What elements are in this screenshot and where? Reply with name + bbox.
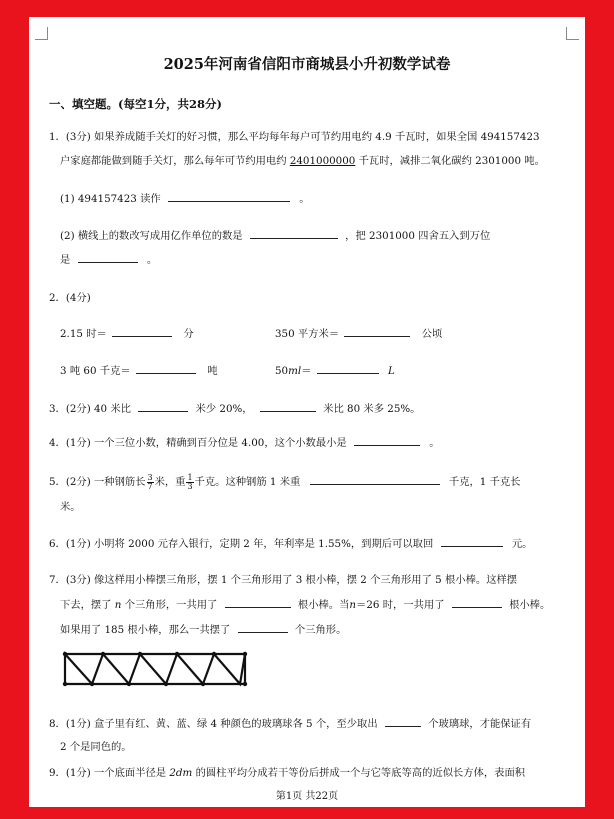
q1-text-a: 户家庭都能做到随手关灯，那么每年可节约用电约	[60, 155, 290, 167]
q2-b-text: 350 平方米＝	[275, 328, 340, 340]
q2-item-a	[60, 326, 194, 341]
fraction-numerator: 1	[187, 472, 193, 482]
fraction-denominator: 7	[147, 481, 153, 491]
q6-text-a: 6．(1分) 小明将 2000 元存入银行，定期 2 年，年利率是 1.55%，到期后可以取回	[49, 538, 434, 550]
q1-line2	[60, 154, 545, 168]
q2-d-number: 50	[275, 365, 289, 377]
page-footer: 第1页 共22页	[275, 791, 339, 802]
q3-text-c: 米比 80 米多 25%。	[323, 403, 421, 415]
answer-blank[interactable]	[385, 716, 421, 727]
answer-blank[interactable]	[138, 401, 188, 412]
q2-item-c	[60, 363, 218, 378]
q4-line	[49, 435, 440, 450]
q1-part2-text-a: (2) 横线上的数改写成用亿作单位的数是	[60, 230, 243, 242]
answer-blank[interactable]	[78, 252, 138, 263]
q8-line2: 2 个是同色的。	[60, 741, 132, 753]
var-n: n	[114, 599, 122, 611]
q1-part1-end: 。	[299, 193, 310, 205]
q4-text-b: 。	[429, 437, 440, 449]
q1-underlined-number: 2401000000	[289, 155, 356, 167]
q7-text: 如果用了 185 根小棒，那么一共摆了	[60, 624, 231, 636]
crop-mark-top-right	[566, 27, 579, 40]
q1-part2	[60, 228, 490, 243]
answer-blank[interactable]	[250, 228, 338, 239]
q7-text: 个三角形，一共用了	[124, 599, 218, 611]
q2-c-unit: 吨	[207, 365, 218, 377]
answer-blank[interactable]	[344, 326, 410, 337]
q5-text-a: 5．(2分) 一种钢筋长	[49, 476, 146, 488]
q9-line1	[49, 766, 525, 780]
q1-text-b: 千瓦时，减排二氧化碳约 2301000 吨。	[355, 155, 545, 167]
q7-text: 个三角形。	[294, 624, 347, 636]
triangle-sticks-figure	[62, 651, 248, 687]
q6-text-b: 元。	[511, 538, 533, 550]
q5-text-b: 米，重	[154, 476, 186, 488]
q1-line1: 1．(3分) 如果养成随手关灯的好习惯，那么平均每年每户可节约用电约 4.9 千瓦时，如果全国 494157423	[49, 131, 540, 143]
q2-a-text: 2.15 时＝	[60, 328, 107, 340]
q1-part1-text: (1) 494157423 读作	[60, 193, 161, 205]
q2-item-d	[275, 363, 395, 378]
fraction-numerator: 3	[147, 472, 153, 482]
answer-blank[interactable]	[112, 326, 172, 337]
q7-text: 下去，摆了	[60, 599, 112, 611]
q9-text-b: 的圆柱平均分成若干等份后拼成一个与它等底等高的近似长方体，表面积	[195, 767, 526, 779]
q1-part1	[60, 191, 310, 206]
q5-text-d: 千克，1 千克长	[448, 476, 521, 488]
q7-line3	[60, 622, 346, 637]
q3-line	[49, 401, 420, 416]
q7-text: 根小棒。	[509, 599, 551, 611]
zigzag-sticks	[65, 654, 245, 684]
q7-text: ＝26 时，一共用了	[356, 599, 445, 611]
q7-line2	[60, 597, 550, 612]
answer-blank[interactable]	[238, 622, 288, 633]
q7-text: 根小棒。当	[297, 599, 350, 611]
answer-blank[interactable]	[225, 597, 291, 608]
q5-line2: 米。	[60, 501, 81, 513]
fraction-3-7	[147, 474, 154, 491]
q8-text-a: 8．(1分) 盒子里有红、黄、蓝、绿 4 种颜色的玻璃球各 5 个，至少取出	[49, 718, 378, 730]
q2-heading: 2．(4分)	[49, 292, 91, 304]
answer-blank[interactable]	[317, 363, 379, 374]
q1-part2-cont	[60, 252, 157, 267]
q2-a-unit: 分	[183, 328, 194, 340]
answer-blank[interactable]	[260, 401, 316, 412]
q1-part2-text-c: 是	[60, 254, 71, 266]
q1-part2-text-b: ，把 2301000 四舍五入到万位	[345, 230, 491, 242]
q6-line	[49, 536, 532, 551]
q5-text-c: 千克。这种钢筋 1 米重	[194, 476, 301, 488]
var-n: n	[349, 599, 357, 611]
answer-blank[interactable]	[452, 597, 502, 608]
section-heading: 一、填空题。(每空1分，共28分)	[49, 97, 222, 111]
answer-blank[interactable]	[441, 536, 503, 547]
fraction-1-3	[186, 474, 193, 491]
answer-blank[interactable]	[354, 435, 420, 446]
q8-line1	[49, 716, 531, 731]
q9-text-a: 9．(1分) 一个底面半径是	[49, 767, 167, 779]
q5-line	[49, 472, 521, 492]
q4-text-a: 4．(1分) 一个三位小数，精确到百分位是 4.00，这个小数最小是	[49, 437, 347, 449]
q2-d-unit-ml: ml	[288, 365, 302, 377]
fraction-denominator: 3	[187, 481, 193, 491]
q3-text-a: 3．(2分) 40 米比	[49, 403, 131, 415]
answer-blank[interactable]	[168, 191, 290, 202]
page-title: 2025年河南省信阳市商城县小升初数学试卷	[163, 56, 451, 73]
answer-blank[interactable]	[310, 474, 440, 485]
q2-c-text: 3 吨 60 千克＝	[60, 365, 131, 377]
q2-d-unit: L	[388, 365, 395, 377]
q7-line1: 7．(3分) 像这样用小棒摆三角形，摆 1 个三角形用了 3 根小棒，摆 2 个三角形用了 5 根小棒。这样摆	[49, 574, 518, 586]
q2-b-unit: 公顷	[421, 328, 443, 340]
q1-part2-end: 。	[146, 254, 158, 266]
q3-text-b: 米少 20%，	[195, 403, 253, 415]
crop-mark-top-left	[35, 27, 48, 40]
exam-page	[29, 17, 585, 807]
q2-d-equals: ＝	[301, 365, 312, 377]
answer-blank[interactable]	[136, 363, 196, 374]
q8-text-b: 个玻璃球，才能保证有	[428, 718, 532, 730]
q2-item-b	[275, 326, 442, 341]
q9-radius: 2dm	[169, 767, 193, 779]
